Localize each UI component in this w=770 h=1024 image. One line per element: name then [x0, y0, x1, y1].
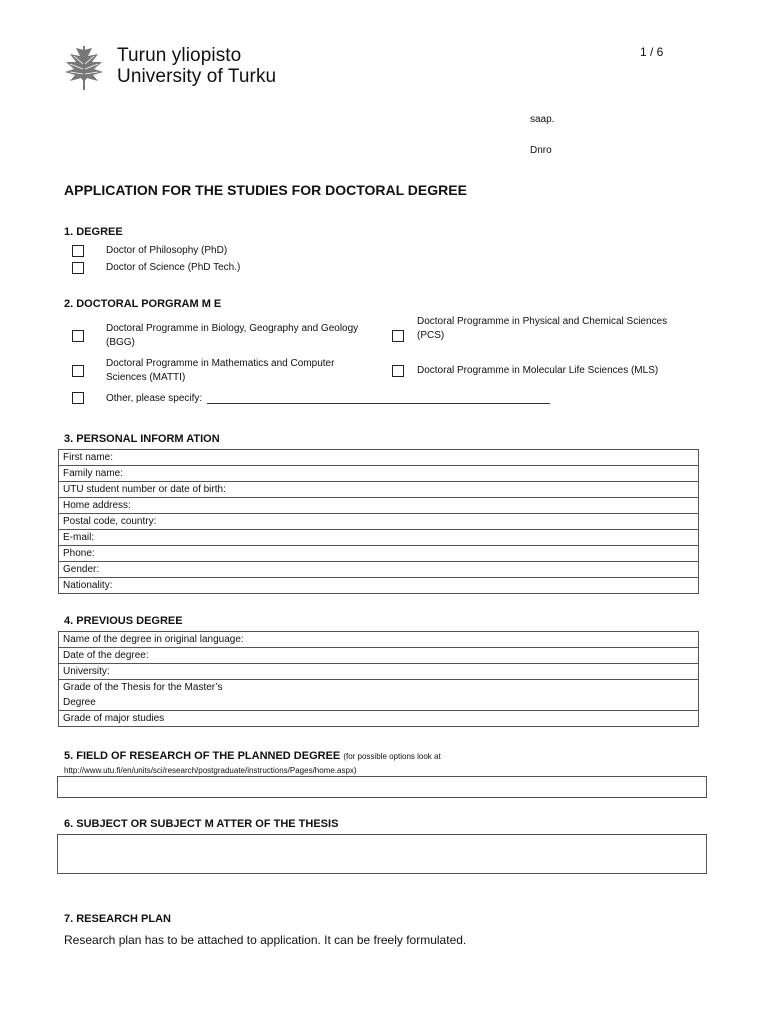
first-name-field[interactable]: First name:: [59, 450, 699, 466]
degree-heading: 1. DEGREE: [64, 226, 123, 238]
phd-tech-option-label: Doctor of Science (PhD Tech.): [106, 262, 241, 273]
research-plan-heading: 7. RESEARCH PLAN: [64, 913, 171, 925]
university-field[interactable]: University:: [59, 664, 699, 680]
nationality-field[interactable]: Nationality:: [59, 578, 699, 594]
other-programme-input[interactable]: [207, 403, 550, 404]
research-plan-instruction: Research plan has to be attached to application. It can be freely formulated.: [64, 933, 467, 947]
pcs-option-label: Doctoral Programme in Physical and Chemical Sciences (PCS): [417, 316, 668, 341]
received-label: saap.: [530, 114, 555, 125]
phd-option-label: Doctor of Philosophy (PhD): [106, 245, 228, 256]
page-number: 1 / 6: [640, 45, 664, 59]
form-title: APPLICATION FOR THE STUDIES FOR DOCTORAL DEGREE: [64, 182, 467, 198]
thesis-grade-field[interactable]: Grade of the Thesis for the Master’s Degree: [59, 680, 699, 711]
field-of-research-heading: 5. FIELD OF RESEARCH OF THE PLANNED DEGREE (for possible options look at: [64, 750, 441, 762]
mls-option-label: Doctoral Programme in Molecular Life Sciences (MLS): [417, 365, 659, 376]
logo-name-english: University of Turku: [117, 66, 277, 87]
other-programme-checkbox[interactable]: [72, 392, 84, 404]
previous-degree-heading: 4. PREVIOUS DEGREE: [64, 615, 183, 627]
personal-heading: 3. PERSONAL INFORM ATION: [64, 433, 220, 445]
major-grade-field[interactable]: Grade of major studies: [59, 711, 699, 727]
previous-degree-table: [58, 631, 699, 727]
other-programme-label: Other, please specify:: [106, 393, 203, 404]
phd-tech-checkbox[interactable]: [72, 262, 84, 274]
record-number-label: Dnro: [530, 145, 552, 156]
thesis-subject-input[interactable]: [57, 834, 707, 874]
home-address-field[interactable]: Home address:: [59, 498, 699, 514]
pcs-checkbox[interactable]: [392, 330, 404, 342]
personal-information-table: [58, 449, 699, 594]
field-of-research-input[interactable]: [57, 776, 707, 798]
field-of-research-note: (for possible options look at: [343, 752, 441, 761]
mls-checkbox[interactable]: [392, 365, 404, 377]
gender-field[interactable]: Gender:: [59, 562, 699, 578]
thesis-subject-heading: 6. SUBJECT OR SUBJECT M ATTER OF THE THESIS: [64, 818, 339, 830]
programme-heading: 2. DOCTORAL PORGRAM M E: [64, 298, 222, 310]
matti-checkbox[interactable]: [72, 365, 84, 377]
field-of-research-url: http://www.utu.fi/en/units/sci/research/postgraduate/instructions/Pages/home.aspx): [64, 766, 357, 775]
bgg-option-label: Doctoral Programme in Biology, Geography and Geology (BGG): [106, 323, 359, 348]
family-name-field[interactable]: Family name:: [59, 466, 699, 482]
phd-checkbox[interactable]: [72, 245, 84, 257]
degree-name-field[interactable]: Name of the degree in original language:: [59, 632, 699, 648]
logo-name-finnish: Turun yliopisto: [117, 45, 242, 66]
matti-option-label: Doctoral Programme in Mathematics and Computer Sciences (MATTI): [106, 358, 335, 383]
bgg-checkbox[interactable]: [72, 330, 84, 342]
student-number-field[interactable]: UTU student number or date of birth:: [59, 482, 699, 498]
university-logo-icon: [62, 44, 106, 92]
phone-field[interactable]: Phone:: [59, 546, 699, 562]
degree-date-field[interactable]: Date of the degree:: [59, 648, 699, 664]
email-field[interactable]: E-mail:: [59, 530, 699, 546]
postal-code-field[interactable]: Postal code, country:: [59, 514, 699, 530]
